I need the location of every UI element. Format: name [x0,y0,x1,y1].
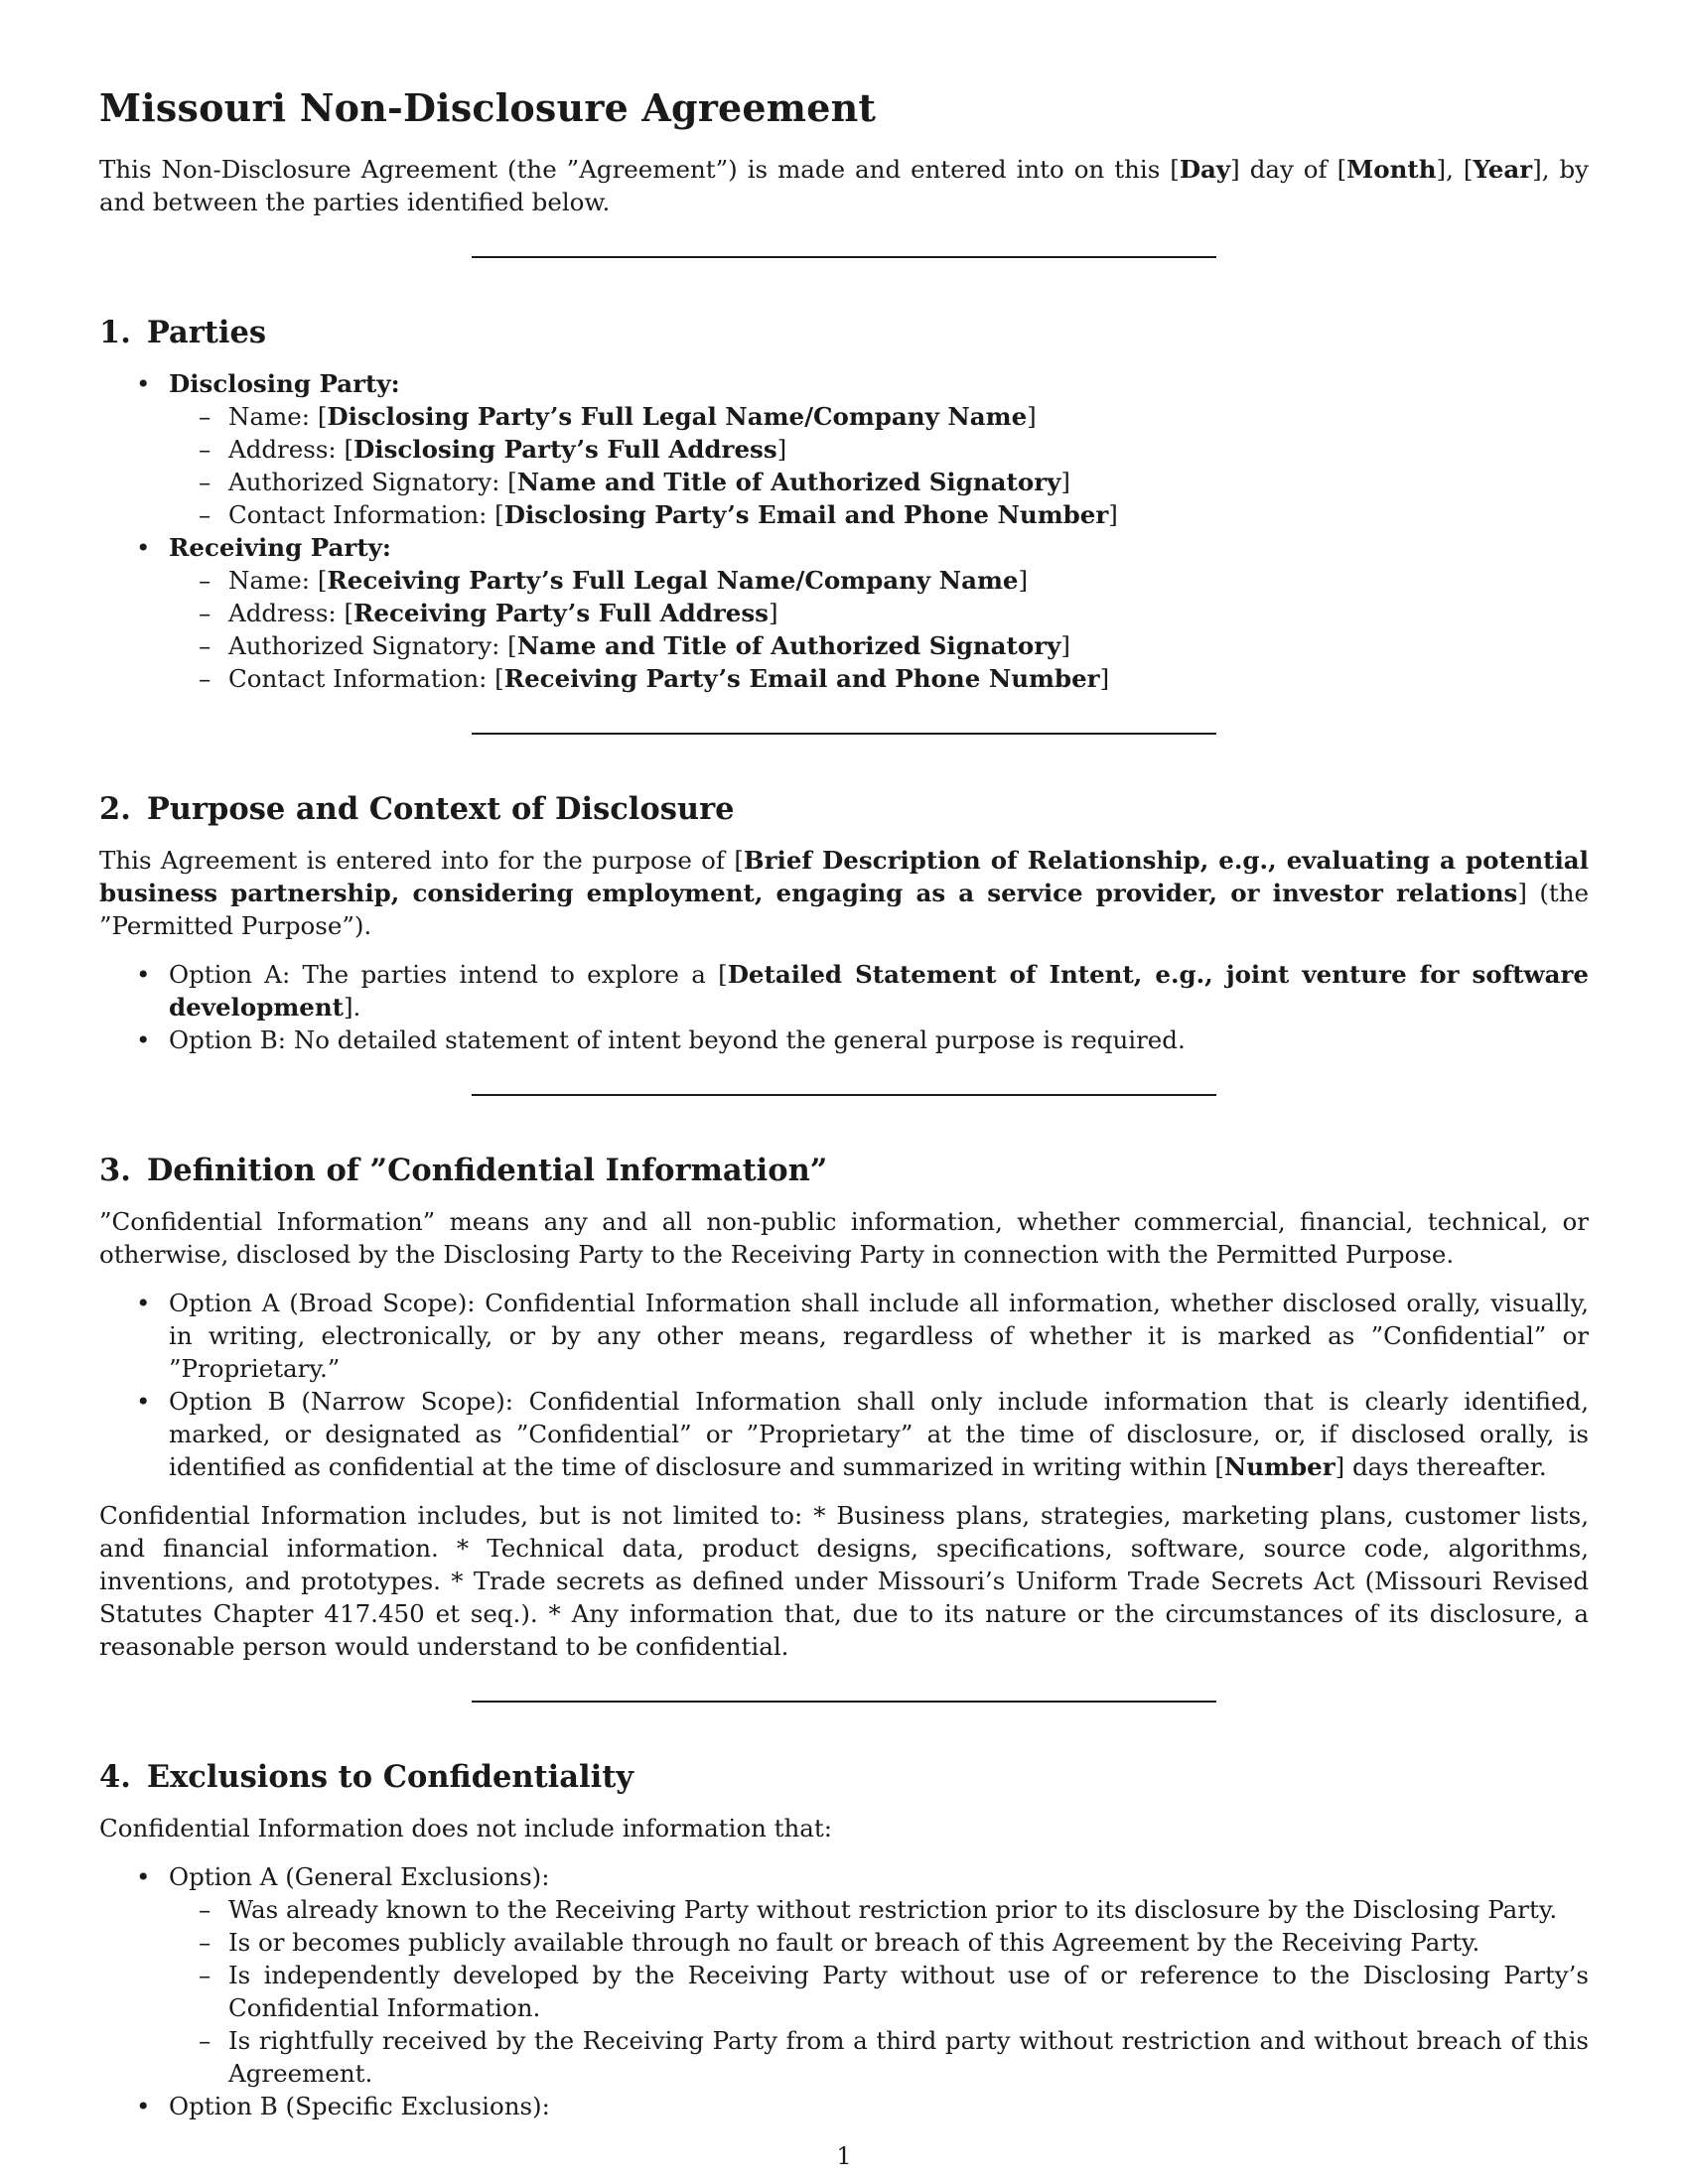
purpose-paragraph [99,844,1589,942]
bracket: ] [776,435,787,464]
intro-text: ], [ [1436,155,1474,184]
body-text: This Agreement is entered into for the purpose of [ [99,846,744,875]
field-label: Contact Information: [ [228,500,504,529]
disclosing-party-label: Disclosing Party: [169,369,400,398]
general-exclusions-list [169,1893,1589,2090]
bracket: ] [1018,566,1029,595]
list-item [169,400,1589,433]
intro-paragraph [99,153,1589,218]
relationship-placeholder: Brief Description of Relationship, e.g., evaluating a potential business partnership, considering employment, engaging as a service provider, or investor relations [99,846,1589,907]
field-label: Authorized Signatory: [ [228,468,517,496]
field-label: Address: [ [228,435,354,464]
list-item [99,958,1589,1024]
intent-placeholder: Detailed Statement of Intent, e.g., joint venture for software development [169,960,1589,1022]
disclosing-party-item [99,367,1589,531]
section-heading-parties [99,314,1589,351]
section-title: Purpose and Context of Disclosure [146,791,735,827]
bracket: ] [1060,468,1070,496]
section-number: 3. [99,1153,131,1188]
option-b-item: • Option B (Specific Exclusions): [99,2090,1589,2122]
option-a-label: Option A (General Exclusions): [169,1862,550,1891]
scope-options [99,1287,1589,1483]
number-placeholder: Number [1223,1452,1336,1481]
includes-paragraph: Confidential Information includes, but is not limited to: * Business plans, strategies, marketing plans, customer lists, and financial information. * Technical data, product designs, specifications, software, source code, algorithms, inventions, and prototypes. * Trade secrets as defined under Missouri’s Uniform Trade Secrets Act (Missouri Revised Statutes Chapter 417.450 et seq.). * Any information that, due to its nature or the circumstances of its disclosure, a reasonable person would understand to be confidential. [99,1501,1589,1661]
section-divider [472,256,1216,258]
field-placeholder: Receiving Party’s Email and Phone Number [503,664,1100,693]
field-placeholder: Receiving Party’s Full Address [353,599,769,627]
list-item: – Was already known to the Receiving Party without restriction prior to its disclosure by the Disclosing Party. [169,1893,1589,1926]
section-divider [472,1094,1216,1096]
field-label: Contact Information: [ [228,664,504,693]
list-item [169,629,1589,662]
list-item [169,662,1589,695]
month-placeholder: Month [1346,155,1437,184]
section-heading-definition [99,1152,1589,1189]
document-title: Missouri Non-Disclosure Agreement [99,85,877,130]
list-item [99,1385,1589,1483]
field-placeholder: Name and Title of Authorized Signatory [516,468,1061,496]
document-page [99,85,1589,2122]
exclusions-intro: Confidential Information does not include information that: [99,1814,833,1843]
bracket: ] [1027,402,1037,431]
list-item: – Is rightfully received by the Receiving Party from a third party without restriction and without breach of this Agreement. [169,2024,1589,2090]
body-text: Option A: The parties intend to explore a [ [169,960,728,989]
section-title: Exclusions to Confidentiality [146,1759,634,1795]
section-divider [472,733,1216,735]
bracket: ] [1108,500,1118,529]
section-divider [472,1701,1216,1703]
purpose-options [99,958,1589,1056]
field-label: Name: [ [228,566,328,595]
section-number: 4. [99,1759,131,1795]
list-item [169,597,1589,629]
bracket: ] [1099,664,1110,693]
list-item [169,498,1589,531]
list-item [169,466,1589,498]
body-text: ] days thereafter. [1335,1452,1547,1481]
field-label: Name: [ [228,402,328,431]
list-item: • Option A (Broad Scope): Confidential Information shall include all information, whether disclosed orally, visually, in writing, electronically, or by any other means, regardless of whether it is marked as ”Confidential” or ”Proprietary.” [99,1287,1589,1385]
field-label: Authorized Signatory: [ [228,631,517,660]
list-item: – Is independently developed by the Receiving Party without use of or reference to the Disclosing Party’s Confidential Information. [169,1959,1589,2024]
field-label: Address: [ [228,599,354,627]
day-placeholder: Day [1179,155,1231,184]
section-number: 1. [99,315,131,350]
body-text: ] (the ”Permitted Purpose”). [99,879,1589,940]
disclosing-party-details [169,400,1589,531]
section-title: Definition of ”Confidential Information” [146,1153,828,1188]
field-placeholder: Disclosing Party’s Email and Phone Number [503,500,1109,529]
field-placeholder: Disclosing Party’s Full Address [353,435,777,464]
body-text: Option B (Narrow Scope): Confidential Information shall only include information that is clearly identified, marked, or designated as ”Confidential” or ”Proprietary” at the time of disclosure, or, if disclosed orally, is identified as confidential at the time of disclosure and summarized in writing within [ [169,1387,1589,1481]
intro-text: This Non-Disclosure Agreement (the ”Agreement”) is made and entered into on this [ [99,155,1180,184]
list-item [169,564,1589,597]
bracket: ] [1060,631,1070,660]
section-title: Parties [146,315,267,350]
receiving-party-item [99,531,1589,695]
body-text: ]. [343,993,361,1022]
intro-text: ] day of [ [1230,155,1347,184]
section-heading-exclusions [99,1758,1589,1796]
receiving-party-label: Receiving Party: [169,533,391,562]
parties-list [99,367,1589,695]
field-placeholder: Disclosing Party’s Full Legal Name/Company Name [327,402,1028,431]
page-number: 1 [836,2142,852,2170]
intro-text: ], by and between the parties identified below. [99,155,1589,216]
section-number: 2. [99,791,131,827]
year-placeholder: Year [1473,155,1533,184]
field-placeholder: Receiving Party’s Full Legal Name/Company Name [327,566,1019,595]
exclusion-options [99,1860,1589,2122]
definition-paragraph: ”Confidential Information” means any and all non-public information, whether commercial, financial, technical, or otherwise, disclosed by the Disclosing Party to the Receiving Party in connection with the Permitted Purpose. [99,1207,1589,1269]
option-a-item [99,1860,1589,2090]
list-item: – Is or becomes publicly available through no fault or breach of this Agreement by the Receiving Party. [169,1926,1589,1959]
field-placeholder: Name and Title of Authorized Signatory [516,631,1061,660]
bracket: ] [768,599,778,627]
section-heading-purpose [99,790,1589,828]
receiving-party-details [169,564,1589,695]
list-item [169,433,1589,466]
list-item: • Option B: No detailed statement of intent beyond the general purpose is required. [99,1024,1589,1056]
